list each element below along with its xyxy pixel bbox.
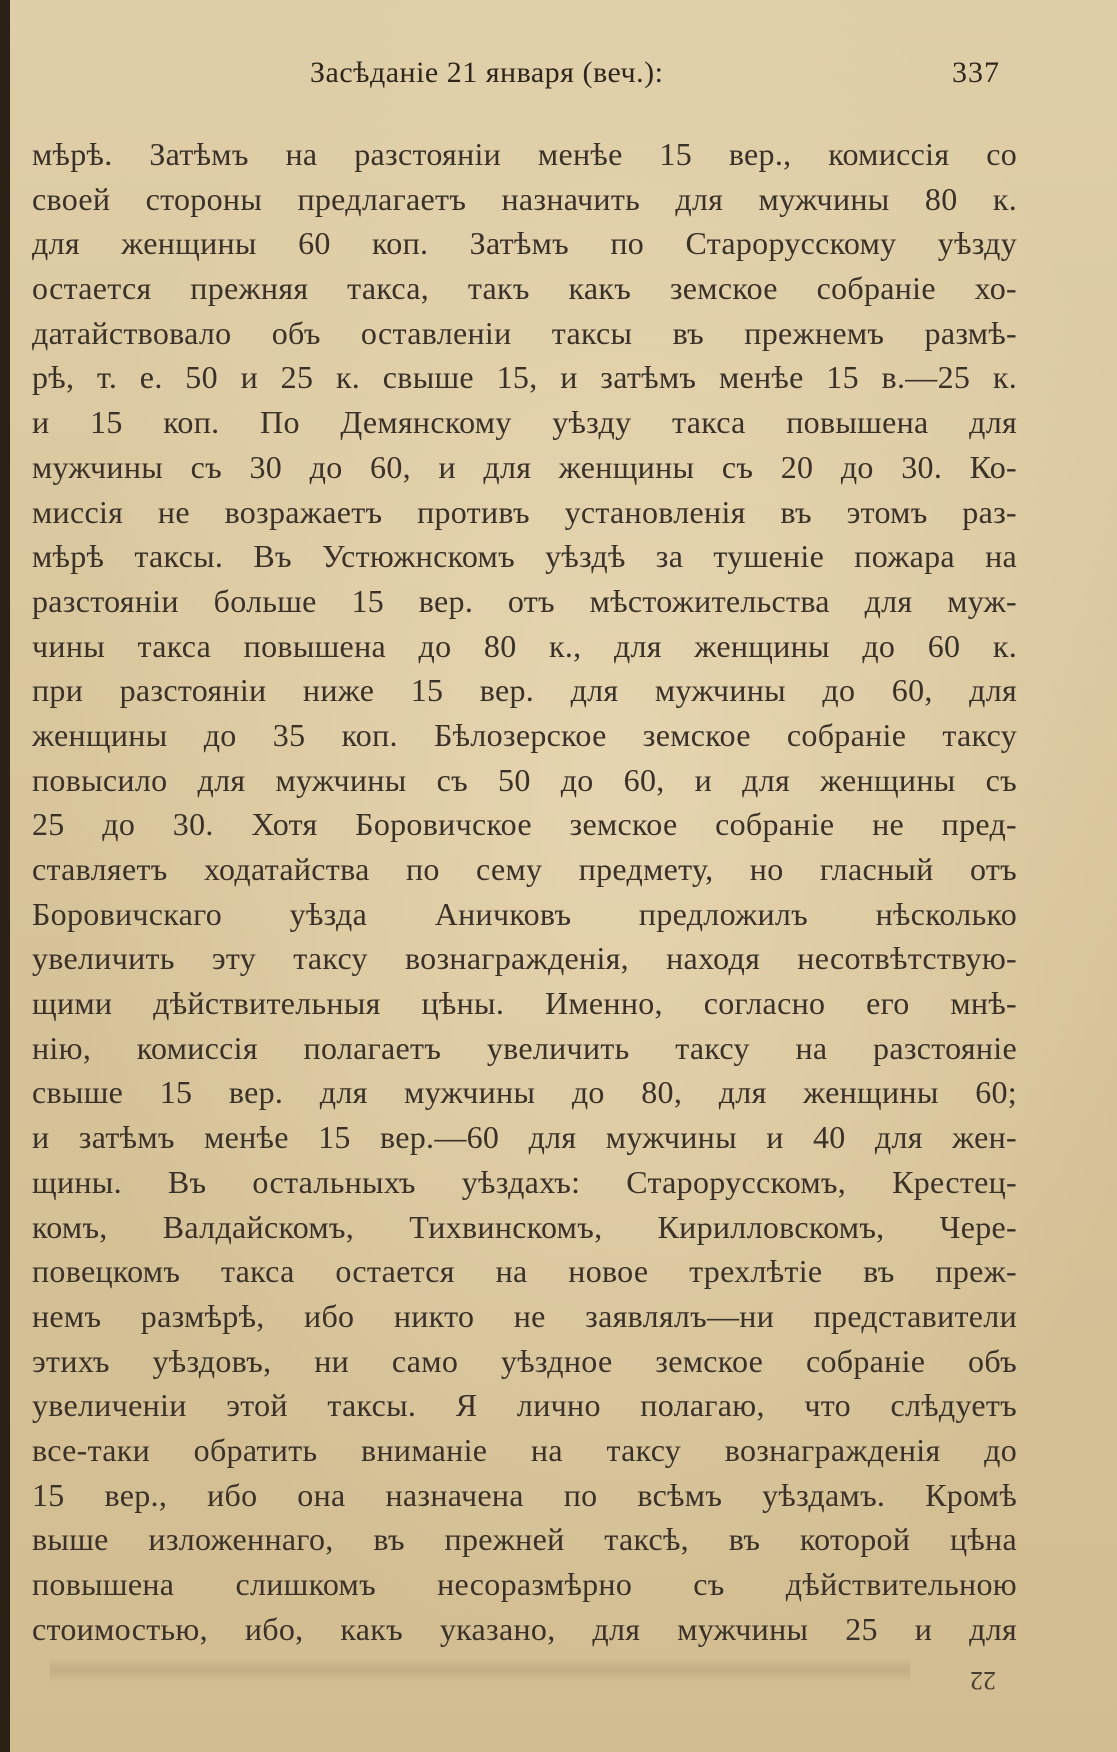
signature-mark: 22 bbox=[970, 1666, 996, 1695]
text-line: при разстояніи ниже 15 вер. для мужчины до 60, для bbox=[32, 672, 1017, 709]
text-line: 15 вер., ибо она назначена по всѣмъ уѣздамъ. Кромѣ bbox=[32, 1476, 1017, 1513]
text-line: мужчины съ 30 до 60, и для женщины съ 20 до 30. Ко- bbox=[32, 448, 1017, 485]
running-header bbox=[300, 56, 1000, 100]
text-line: датайствовало объ оставленіи таксы въ прежнемъ размѣ- bbox=[32, 314, 1017, 351]
text-line: для женщины 60 коп. Затѣмъ по Старорусскому уѣзду bbox=[32, 225, 1017, 262]
text-line: повышена слишкомъ несоразмѣрно съ дѣйствительною bbox=[32, 1566, 1017, 1602]
text-line: повецкомъ такса остается на новое трехлѣтіе въ преж- bbox=[32, 1253, 1017, 1290]
text-line: все-таки обратить вниманіе на таксу вознагражденія до bbox=[32, 1431, 1017, 1468]
text-line: щими дѣйствительныя цѣны. Именно, согласно его мнѣ- bbox=[32, 985, 1017, 1022]
text-line: разстояніи больше 15 вер. отъ мѣстожительства для муж- bbox=[32, 582, 1017, 619]
text-line: мѣрѣ таксы. Въ Устюжнскомъ уѣздѣ за тушеніе пожара на bbox=[32, 538, 1017, 575]
text-line: выше изложеннаго, въ прежней таксѣ, въ которой цѣна bbox=[32, 1521, 1017, 1558]
text-line: комъ, Валдайскомъ, Тихвинскомъ, Кирилловскомъ, Чере- bbox=[32, 1208, 1017, 1245]
text-line: свыше 15 вер. для мужчины до 80, для женщины 60; bbox=[32, 1074, 1017, 1111]
text-line: увеличеніи этой таксы. Я лично полагаю, что слѣдуетъ bbox=[32, 1387, 1017, 1424]
text-line: увеличить эту таксу вознагражденія, находя несотвѣтствую- bbox=[32, 940, 1017, 977]
text-line: мѣрѣ. Затѣмъ на разстояніи менѣе 15 вер., комиссія со bbox=[32, 136, 1017, 172]
text-line: Боровичскаго уѣзда Аничковъ предложилъ нѣсколько bbox=[32, 895, 1017, 932]
text-line: остается прежняя такса, такъ какъ земское собраніе хо- bbox=[32, 270, 1017, 307]
text-line: немъ размѣрѣ, ибо никто не заявлялъ—ни представители bbox=[32, 1297, 1017, 1334]
text-line: чины такса повышена до 80 к., для женщины до 60 к. bbox=[32, 627, 1017, 664]
text-line: стоимостью, ибо, какъ указано, для мужчины 25 и для bbox=[32, 1610, 1017, 1647]
text-line: рѣ, т. е. 50 и 25 к. свыше 15, и затѣмъ менѣе 15 в.—25 к. bbox=[32, 359, 1017, 396]
text-line: и 15 коп. По Демянскому уѣзду такса повышена для bbox=[32, 404, 1017, 441]
text-line: и затѣмъ менѣе 15 вер.—60 для мужчины и 40 для жен- bbox=[32, 1119, 1017, 1156]
bleed-through-shadow bbox=[50, 1658, 910, 1682]
text-line: женщины до 35 коп. Бѣлозерское земское собраніе таксу bbox=[32, 716, 1017, 753]
header-title: Засѣданіе 21 января (веч.): bbox=[310, 56, 664, 89]
text-line: миссія не возражаетъ противъ установленія въ этомъ раз- bbox=[32, 493, 1017, 530]
text-line: 25 до 30. Хотя Боровичское земское собраніе не пред- bbox=[32, 806, 1017, 843]
text-line: своей стороны предлагаетъ назначить для мужчины 80 к. bbox=[32, 180, 1017, 217]
text-line: этихъ уѣздовъ, ни само уѣздное земское собраніе объ bbox=[32, 1342, 1017, 1379]
body-text bbox=[32, 132, 1017, 1651]
page-number: 337 bbox=[952, 56, 1000, 89]
text-line: щины. Въ остальныхъ уѣздахъ: Старорусскомъ, Крестец- bbox=[32, 1163, 1017, 1200]
text-line: нію, комиссія полагаетъ увеличить таксу на разстояніе bbox=[32, 1029, 1017, 1066]
text-line: повысило для мужчины съ 50 до 60, и для женщины съ bbox=[32, 761, 1017, 798]
text-line: ставляетъ ходатайства по сему предмету, но гласный отъ bbox=[32, 851, 1017, 887]
